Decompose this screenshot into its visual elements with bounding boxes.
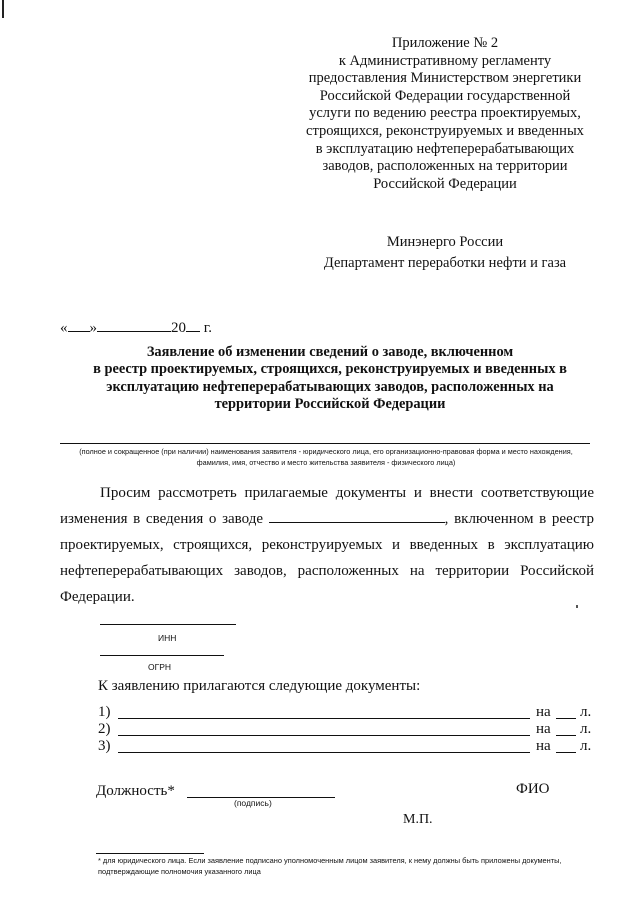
document-row: [98, 704, 594, 722]
document-pages-prefix: на: [536, 704, 551, 720]
position-label: Должность*: [96, 783, 175, 799]
fio-label: ФИО: [516, 781, 550, 797]
document-row: [98, 738, 594, 756]
document-pages-prefix: на: [536, 721, 551, 737]
inn-label: ИНН: [158, 633, 177, 643]
appendix-line: в эксплуатацию нефтеперерабатывающих: [315, 140, 575, 157]
appendix-line: Российской Федерации государственной: [319, 87, 571, 104]
ogrn-label: ОГРН: [148, 662, 172, 672]
plant-name-field[interactable]: [269, 510, 445, 523]
appendix-header: [282, 35, 608, 193]
appendix-line: услуги по ведению реестра проектируемых,: [309, 105, 581, 122]
applicant-name-field[interactable]: [60, 443, 590, 444]
document-pages-suffix: л.: [580, 704, 592, 720]
year-suffix: г.: [203, 320, 212, 336]
request-line-part: изменения в сведения о заводе: [60, 511, 264, 527]
title-line: в реестр проектируемых, строящихся, реконструируемых и введенных в: [93, 361, 567, 378]
document-number: 1): [98, 704, 111, 720]
request-line: проектируемых, строящихся, реконструируемых и введенных в эксплуатацию: [60, 537, 594, 553]
request-line: Просим рассмотреть прилагаемые документы и внести соответствующие: [100, 485, 594, 501]
title-line: эксплуатацию нефтеперерабатывающих заводов, расположенных на: [106, 378, 554, 395]
document-name-field[interactable]: [118, 752, 530, 753]
inn-field[interactable]: [100, 624, 236, 625]
footnote-divider: [96, 853, 204, 854]
footnote: [98, 856, 598, 877]
document-pages-suffix: л.: [580, 721, 592, 737]
document-pages-field[interactable]: [556, 752, 576, 753]
appendix-line: предоставления Министерством энергетики: [308, 70, 582, 87]
date-line: [60, 319, 212, 337]
document-pages-suffix: л.: [580, 738, 592, 754]
appendix-line: строящихся, реконструируемых и введенных: [306, 122, 584, 139]
day-field[interactable]: [68, 319, 90, 332]
document-pages-field[interactable]: [556, 718, 576, 719]
document-pages-prefix: на: [536, 738, 551, 754]
year-prefix: 20: [171, 320, 186, 336]
appendix-line: Российской Федерации: [373, 175, 517, 192]
document-row: [98, 721, 594, 739]
appendix-line: Приложение № 2: [391, 35, 499, 51]
request-line-with-field: [60, 506, 594, 532]
document-number: 3): [98, 738, 111, 754]
appendix-line: к Административному регламенту: [338, 52, 552, 69]
title-line: территории Российской Федерации: [214, 396, 446, 413]
month-field[interactable]: [97, 319, 171, 332]
applicant-note-line: (полное и сокращенное (при наличии) наименования заявителя - юридического лица, его организационно-правовая форма и место нахождения,: [79, 447, 573, 456]
date-close-quote: »: [89, 320, 97, 336]
document-number: 2): [98, 721, 111, 737]
stamp-label: М.П.: [403, 812, 433, 827]
recipient-block: [300, 232, 590, 274]
request-paragraph: [60, 480, 594, 610]
appendix-line: заводов, расположенных на территории: [322, 158, 568, 175]
document-name-field[interactable]: [118, 735, 530, 736]
date-open-quote: «: [60, 320, 68, 336]
request-line: Федерации.: [60, 589, 135, 605]
documents-intro: К заявлению прилагаются следующие документы:: [98, 678, 421, 694]
recipient-dept: Департамент переработки нефти и газа: [323, 255, 567, 271]
request-line-part: , включенном в реестр: [444, 511, 595, 527]
scan-edge-mark: [2, 0, 12, 18]
ogrn-field[interactable]: [100, 655, 224, 656]
footnote-line: подтверждающие полномочия указанного лица: [98, 866, 261, 876]
document-name-field[interactable]: [118, 718, 530, 719]
document-title: [64, 344, 596, 414]
document-pages-field[interactable]: [556, 735, 576, 736]
recipient-org: Минэнерго России: [386, 234, 504, 250]
signature-caption: (подпись): [234, 798, 272, 808]
title-line: Заявление об изменении сведений о заводе, включенном: [146, 344, 514, 360]
scan-dot: [576, 605, 578, 608]
request-line: нефтеперерабатывающих заводов, расположенных на территории Российской: [60, 563, 594, 579]
applicant-note: [60, 446, 592, 468]
year-field[interactable]: [186, 319, 200, 332]
applicant-note-line: фамилия, имя, отчество и место жительства заявителя - физического лица): [196, 458, 456, 467]
footnote-line: * для юридического лица. Если заявление подписано уполномоченным лицом заявителя, к нему должны быть приложены документы,: [98, 856, 562, 865]
